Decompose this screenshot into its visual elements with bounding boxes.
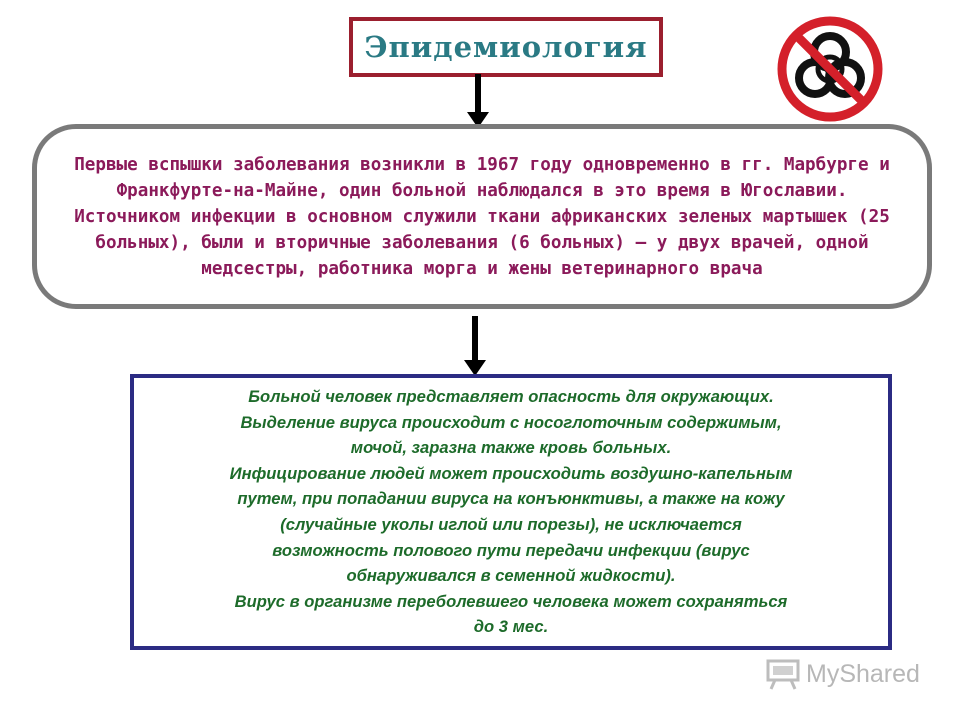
history-text: Первые вспышки заболевания возникли в 1967 году одновременно в гг. Марбурге и Франкфурте-на-Майне, один больной наблюдался в это время в Югославии. Источником инфекции в основном служили ткани африканских зеленых мартышек (25 больных), были и вторичные заболевания (6 больных) — у двух врачей, одной медсестры, работника морга и жены ветеринарного врача	[74, 154, 890, 279]
arrow-down-1	[466, 74, 490, 128]
transmission-line: Вирус в организме переболевшего человека может сохраняться	[234, 591, 788, 611]
transmission-line: обнаруживался в семенной жидкости).	[346, 566, 676, 586]
transmission-line: Инфицирование людей может происходить воздушно-капельным	[229, 463, 793, 483]
arrow-down-2	[463, 316, 487, 376]
transmission-line: (случайные уколы иглой или порезы), не исключается	[280, 515, 742, 534]
transmission-line: Больной человек представляет опасность для окружающих.	[248, 387, 774, 407]
page-title: Эпидемиология	[364, 30, 648, 64]
transmission-line: мочой, заразна также кровь больных.	[350, 438, 672, 458]
transmission-line: возможность полового пути передачи инфекции (вирус	[272, 540, 750, 560]
transmission-box	[130, 374, 892, 650]
presentation-icon	[766, 658, 800, 690]
biohazard-prohibited-icon	[775, 14, 885, 124]
watermark-text: MyShared	[806, 659, 920, 688]
transmission-text	[230, 384, 793, 640]
history-box	[32, 124, 932, 309]
transmission-line: Выделение вируса происходит с носоглоточным содержимым,	[240, 412, 782, 432]
watermark	[766, 656, 920, 692]
transmission-line: до 3 мес.	[473, 617, 549, 637]
transmission-line: путем, при попадании вируса на конъюнктивы, а также на кожу	[237, 489, 785, 509]
title-box	[349, 17, 663, 77]
